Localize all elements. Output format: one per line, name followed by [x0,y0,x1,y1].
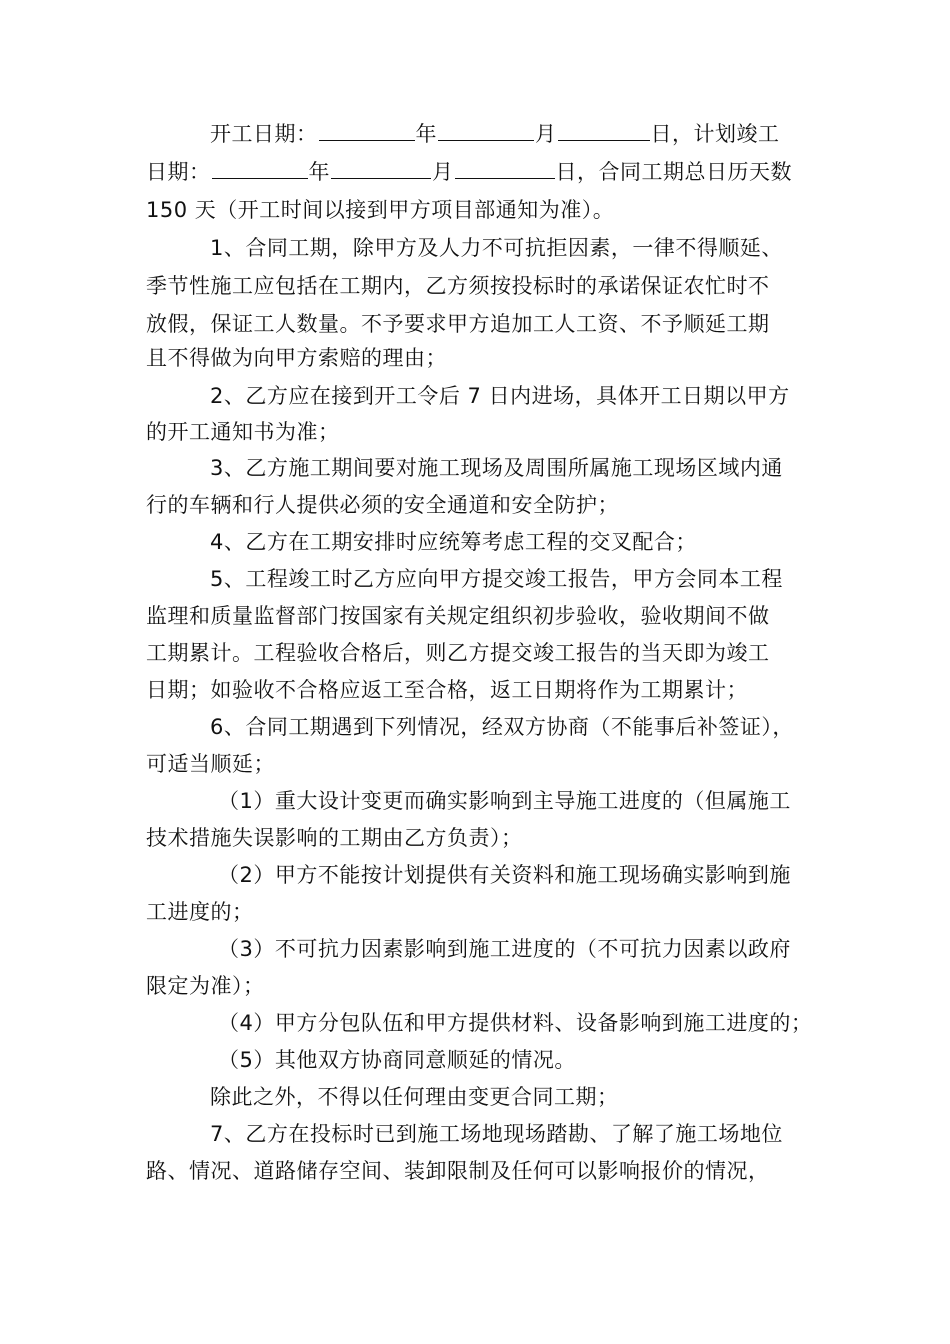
item-3-line: （3）不可抗力因素影响到施工进度的（不可抗力因素以政府 [218,937,791,961]
exception-line: 除此之外，不得以任何理由变更合同工期； [210,1085,619,1109]
item-4-line: （4）甲方分包队伍和甲方提供材料、设备影响到施工进度的； [218,1011,813,1035]
text-line: 季节性施工应包括在工期内，乙方须按投标时的承诺保证农忙时不 [146,274,770,298]
text-line: 可适当顺延； [146,752,275,776]
text-line: 的开工通知书为准； [146,420,340,444]
start-date-line [210,116,780,152]
month-label: 月 [535,122,557,146]
item-1-line: （1）重大设计变更而确实影响到主导施工进度的（但属施工 [218,789,791,813]
clause-7-line: 7、乙方在投标时已到施工场地现场踏勘、了解了施工场地位 [210,1122,783,1146]
planned-completion-label: 日，计划竣工 [650,122,780,146]
end-month-blank [331,156,431,179]
text-line: 路、情况、道路储存空间、装卸限制及任何可以影响报价的情况， [146,1159,770,1183]
text-line: 放假，保证工人数量。不予要求甲方追加工人工资、不予顺延工期 [146,312,770,336]
text-line: 且不得做为向甲方索赔的理由； [146,346,447,370]
year-label: 年 [415,122,437,146]
clause-3-line: 3、乙方施工期间要对施工现场及周围所属施工现场区域内通 [210,456,783,480]
clause-1-line: 1、合同工期，除甲方及人力不可抗拒因素，一律不得顺延、 [210,236,783,260]
text-line: 行的车辆和行人提供必须的安全通道和安全防护； [146,493,619,517]
start-day-blank [558,118,650,141]
end-year-blank [212,156,308,179]
text-line: 限定为准）； [146,974,265,998]
text-line: 工期累计。工程验收合格后，则乙方提交竣工报告的当天即为竣工 [146,641,770,665]
end-date-line [146,154,792,190]
clause-4-line: 4、乙方在工期安排时应统筹考虑工程的交叉配合； [210,530,697,554]
start-year-blank [319,118,415,141]
clause-5-line: 5、工程竣工时乙方应向甲方提交竣工报告，甲方会同本工程 [210,567,783,591]
item-2-line: （2）甲方不能按计划提供有关资料和施工现场确实影响到施 [218,863,791,887]
item-5-line: （5）其他双方协商同意顺延的情况。 [218,1048,576,1072]
text-line: 150 天（开工时间以接到甲方项目部通知为准）。 [146,198,615,222]
text-line: 日期；如验收不合格应返工至合格，返工日期将作为工期累计； [146,678,748,702]
end-date-label: 日期： [146,160,211,184]
start-month-blank [438,118,534,141]
end-day-blank [455,156,555,179]
start-date-label: 开工日期： [210,122,318,146]
month-label: 月 [432,160,454,184]
total-days-label: 日，合同工期总日历天数 [555,160,792,184]
text-line: 技术措施失误影响的工期由乙方负责）； [146,826,523,850]
year-label: 年 [308,160,330,184]
text-line: 工进度的； [146,900,254,924]
clause-6-line: 6、合同工期遇到下列情况，经双方协商（不能事后补签证）， [210,715,794,739]
clause-2-line: 2、乙方应在接到开工令后 7 日内进场，具体开工日期以甲方 [210,384,790,408]
text-line: 监理和质量监督部门按国家有关规定组织初步验收，验收期间不做 [146,604,770,628]
